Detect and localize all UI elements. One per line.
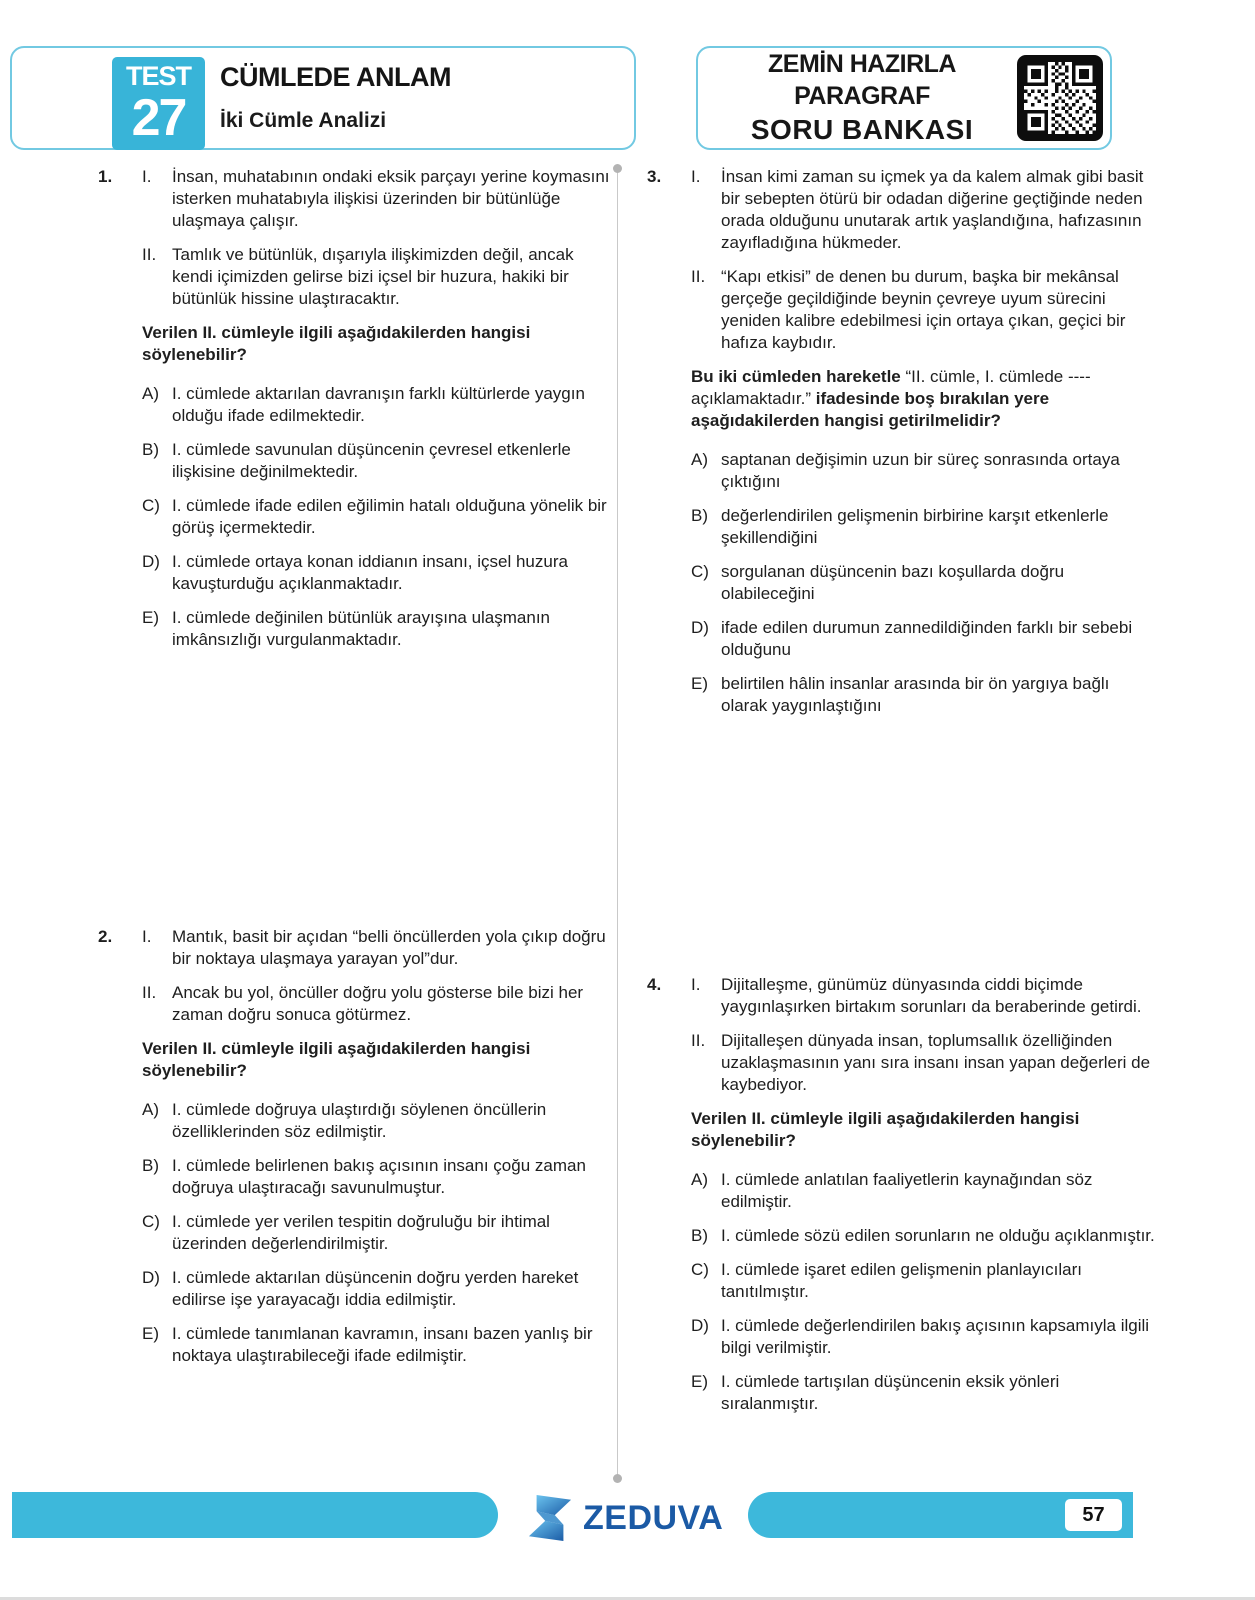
option-text: I. cümlede savunulan düşüncenin çevresel etkenlerle ilişkisine değinilmektedir. [172,440,571,481]
answer-option [142,551,614,595]
question-stem [142,1038,614,1082]
question-stem [691,366,1155,432]
numbered-statement [691,266,1155,354]
stem-part: Verilen II. cümleyle ilgili aşağıdakilerden hangisi söylenebilir? [691,1109,1080,1150]
option-letter: D) [142,1268,160,1287]
test-title: CÜMLEDE ANLAM [220,62,451,92]
option-letter: A) [142,384,159,403]
statement-text: İnsan kimi zaman su içmek ya da kalem almak gibi basit bir sebepten ötürü bir odadan diğerine geçtiğinde neden orada olduğunu unutarak artık yaşlandığına, hafızasının zayıfladığına hükmeder. [721,167,1144,252]
numbered-statement [691,166,1155,254]
option-letter: A) [142,1100,159,1119]
test-subtitle: İki Cümle Analizi [220,109,387,132]
answer-option [142,495,614,539]
option-letter: C) [691,1260,709,1279]
question-number: 2. [98,927,113,946]
book-title-line1: ZEMİN HAZIRLA PARAGRAF [768,50,956,110]
stem-part: Verilen II. cümleyle ilgili aşağıdakilerden hangisi söylenebilir? [142,323,531,364]
option-letter: B) [142,440,159,459]
option-text: I. cümlede ifade edilen eğilimin hatalı olduğuna yönelik bir görüş içermektedir. [172,496,607,537]
option-letter: B) [691,506,708,525]
stem-part: Verilen II. cümleyle ilgili aşağıdakilerden hangisi söylenebilir? [142,1039,531,1080]
options-list [691,1169,1155,1415]
numbered-statement [142,244,614,310]
option-letter: D) [691,1316,709,1335]
statement-roman-numeral: II. [691,267,706,286]
option-letter: E) [142,1324,159,1343]
statement-text: Dijitalleşen dünyada insan, toplumsallık özelliğinden uzaklaşmasının yanı sıra insanı insan yapan değerleri de kaybediyor. [721,1031,1151,1094]
option-text: I. cümlede işaret edilen gelişmenin planlayıcıları tanıtılmıştır. [721,1260,1082,1301]
statement-roman-numeral: I. [142,927,152,946]
answer-option [691,617,1155,661]
question-block [647,166,1155,729]
question-number: 3. [647,167,662,186]
question-body [691,974,1155,1427]
question-stem [691,1108,1155,1152]
answer-option [142,1267,614,1311]
numbered-statement [142,926,614,970]
statement-roman-numeral: II. [142,983,157,1002]
question-block [98,926,614,1379]
option-text: I. cümlede aktarılan davranışın farklı kültürlerde yaygın olduğu ifade edilmektedir. [172,384,585,425]
option-text: I. cümlede belirlenen bakış açısının insanı çoğu zaman doğruya ulaştıracağı savunulmuştur. [172,1156,586,1197]
options-list [691,449,1155,717]
option-letter: B) [142,1156,159,1175]
option-text: sorgulanan düşüncenin bazı koşullarda doğru olabileceğini [721,562,1065,603]
divider-dot-top [613,164,622,173]
question-body [691,166,1155,729]
answer-option [691,1315,1155,1359]
answer-option [142,439,614,483]
numbered-statement [691,1030,1155,1096]
statement-roman-numeral: I. [142,167,152,186]
statement-text: İnsan, muhatabının ondaki eksik parçayı yerine koymasını isterken muhatabıyla ilişkisi üzerinden bir bütünlüğe ulaşmaya çalışır. [172,167,610,230]
option-text: I. cümlede tanımlanan kavramın, insanı bazen yanlış bir noktaya ulaştırabileceği ifade edilmiştir. [172,1324,593,1365]
statement-roman-numeral: II. [691,1031,706,1050]
answer-option [142,383,614,427]
answer-option [691,673,1155,717]
question-body [142,166,614,663]
option-text: I. cümlede anlatılan faaliyetlerin kaynağından söz edilmiştir. [721,1170,1093,1211]
statement-text: Dijitalleşme, günümüz dünyasında ciddi biçimde yaygınlaşırken birtakım sorunları da beraberinde getirdi. [721,975,1142,1016]
statement-roman-numeral: I. [691,167,701,186]
statement-roman-numeral: II. [142,245,157,264]
options-list [142,383,614,651]
column-divider [617,168,618,1478]
option-text: değerlendirilen gelişmenin birbirine karşıt etkenlerle şekillendiğini [721,506,1109,547]
zeduva-z-icon [527,1493,573,1543]
footer-bar-right [748,1492,1133,1538]
answer-option [691,505,1155,549]
option-text: belirtilen hâlin insanlar arasında bir ön yargıya bağlı olarak yaygınlaştığını [721,674,1110,715]
option-text: I. cümlede sözü edilen sorunların ne olduğu açıklanmıştır. [721,1226,1155,1245]
option-letter: E) [691,674,708,693]
page-number-badge [1065,1499,1122,1531]
option-letter: A) [691,450,708,469]
question-number: 4. [647,975,662,994]
option-text: I. cümlede yer verilen tespitin doğruluğu bir ihtimal üzerinden değerlendirilmiştir. [172,1212,550,1253]
question-number: 1. [98,167,113,186]
test-titles [220,62,451,133]
footer-bar-left [12,1492,498,1538]
question-stem [142,322,614,366]
option-text: I. cümlede değinilen bütünlük arayışına ulaşmanın imkânsızlığı vurgulanmaktadır. [172,608,551,649]
option-letter: E) [691,1372,708,1391]
statement-text: “Kapı etkisi” de denen bu durum, başka bir mekânsal gerçeğe geçildiğinde beynin çevreye uyum sürecini yeniden kalibre edebilmesi için ortaya çıkan, geçici bir hafıza kaybıdır. [721,267,1126,352]
option-letter: D) [142,552,160,571]
answer-option [142,607,614,651]
answer-option [142,1099,614,1143]
numbered-statement [142,982,614,1026]
option-text: I. cümlede aktarılan düşüncenin doğru yerden hareket edilirse işe yarayacağı iddia edilmiştir. [172,1268,579,1309]
statement-text: Mantık, basit bir açıdan “belli öncüllerden yola çıkıp doğru bir noktaya ulaşmaya yarayan yol”dur. [172,927,606,968]
options-list [142,1099,614,1367]
option-text: I. cümlede ortaya konan iddianın insanı, içsel huzura kavuşturduğu açıklanmaktadır. [172,552,568,593]
statement-roman-numeral: I. [691,975,701,994]
stem-part: ifadesinde boş bırakılan yere aşağıdakilerden hangisi getirilmelidir? [691,389,1050,430]
option-letter: C) [142,1212,160,1231]
test-number-badge [112,57,205,150]
publisher-name: ZEDUVA [583,1498,724,1537]
option-letter: A) [691,1170,708,1189]
answer-option [142,1155,614,1199]
option-text: I. cümlede tartışılan düşüncenin eksik yönleri sıralanmıştır. [721,1372,1060,1413]
option-text: saptanan değişimin uzun bir süreç sonrasında ortaya çıktığını [721,450,1120,491]
stem-part: Bu iki cümleden hareketle [691,367,901,386]
answer-option [691,449,1155,493]
option-text: I. cümlede doğruya ulaştırdığı söylenen öncüllerin özelliklerinden söz edilmiştir. [172,1100,547,1141]
book-header-box [696,46,1112,150]
book-title-line2: SORU BANKASI [750,113,974,145]
answer-option [691,561,1155,605]
question-block [98,166,614,663]
stem-part: “II. cümle, I. cümlede ---- açıklamaktadır.” [691,367,1091,408]
option-letter: C) [691,562,709,581]
answer-option [691,1259,1155,1303]
option-letter: C) [142,496,160,515]
test-header-box [10,46,636,150]
question-body [142,926,614,1379]
book-title [712,48,1012,148]
option-text: I. cümlede değerlendirilen bakış açısının kapsamıyla ilgili bilgi verilmiştir. [721,1316,1150,1357]
option-text: ifade edilen durumun zannedildiğinden farklı bir sebebi olduğunu [721,618,1133,659]
answer-option [142,1323,614,1367]
option-letter: D) [691,618,709,637]
test-number: 27 [131,89,186,147]
answer-option [142,1211,614,1255]
statement-text: Tamlık ve bütünlük, dışarıyla ilişkimizden değil, ancak kendi içimizden gelirse bizi içsel bir huzura, hakiki bir bütünlük hissine ulaştıracaktır. [172,245,574,308]
numbered-statement [691,974,1155,1018]
option-letter: E) [142,608,159,627]
numbered-statement [142,166,614,232]
answer-option [691,1169,1155,1213]
answer-option [691,1371,1155,1415]
qr-code-icon [1017,55,1103,141]
option-letter: B) [691,1226,708,1245]
question-block [647,974,1155,1427]
publisher-logo [527,1492,723,1544]
answer-option [691,1225,1155,1247]
page-number: 57 [1082,1503,1105,1526]
statement-text: Ancak bu yol, öncüller doğru yolu gösterse bile bizi her zaman doğru sonuca götürmez. [172,983,584,1024]
divider-dot-bottom [613,1474,622,1483]
test-label: TEST [125,61,191,91]
